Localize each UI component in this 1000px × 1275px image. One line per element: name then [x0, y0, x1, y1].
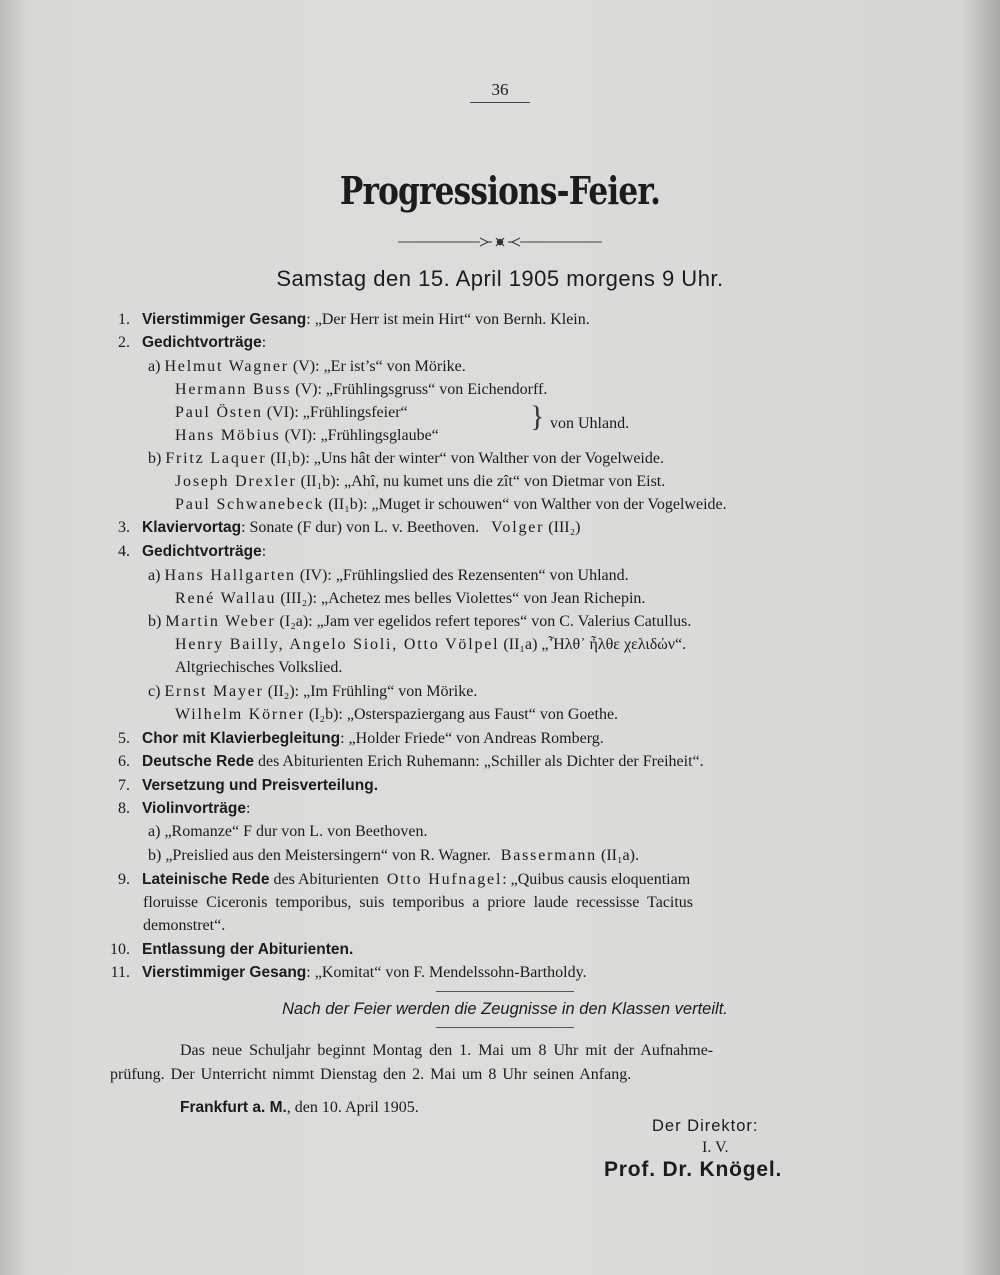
sub-label: a) [148, 567, 161, 584]
item-number: 9. [118, 871, 130, 888]
performer-name: Joseph Drexler [175, 473, 297, 490]
item-text: (I₂b): „Osterspaziergang aus Faust“ von Goethe. [304, 706, 619, 723]
sub-label: c) [148, 683, 161, 700]
item-heading: Entlassung der Abiturienten. [142, 941, 354, 958]
program-item-9-3: demonstret“. [143, 917, 226, 934]
item-number: 11. [110, 964, 130, 981]
performer-name: Hermann Buss [175, 381, 292, 398]
program-item-4b-2 [175, 635, 686, 655]
program-item-2a-2 [175, 380, 547, 400]
program-item-2b [148, 449, 664, 469]
item-text: „Romanze“ F dur von L. von Beethoven. [164, 823, 428, 840]
school-year-line-1: Das neue Schuljahr beginnt Montag den 1. Mai um 8 Uhr mit der Aufnahme- [180, 1042, 714, 1059]
program-item-2 [100, 333, 266, 353]
item-text: (II₂): „Im Frühling“ von Mörike. [263, 683, 478, 700]
item-text: (V): „Er ist’s“ von Mörike. [288, 358, 466, 375]
performer-name: Wilhelm Körner [175, 706, 305, 723]
item-text: (VI): „Frühlingsfeier“ [262, 404, 408, 421]
program-item-9-2: floruisse Ciceronis temporibus, suis temporibus a priore laude recessisse Tacitus [143, 894, 694, 911]
program-item-9 [100, 870, 690, 890]
performer-name: Martin Weber [165, 613, 276, 630]
performer-name: Henry Bailly, Angelo Sioli, Otto Völpel [175, 636, 500, 653]
item-heading: Gedichtvorträge [142, 334, 262, 351]
place-date [180, 1098, 419, 1118]
program-item-4a [148, 566, 629, 586]
item-text: des Abiturienten [269, 871, 379, 888]
item-number: 1. [118, 311, 130, 328]
program-item-4 [100, 542, 266, 562]
item-text: „Preislied aus den Meistersingern“ von R. Wagner. [165, 847, 491, 864]
item-number: 3. [118, 519, 130, 536]
item-heading: Lateinische Rede [142, 871, 270, 888]
school-year-line-2: prüfung. Der Unterricht nimmt Dienstag den 2. Mai um 8 Uhr seinen Anfang. [110, 1066, 632, 1083]
item-number: 8. [118, 800, 130, 817]
item-text: : „Quibus causis eloquentiam [502, 871, 691, 888]
item-text: (II₁b): „Muget ir schouwen“ von Walther von der Vogelweide. [324, 496, 727, 513]
program-item-4b [148, 612, 691, 632]
item-text: des Abiturienten Erich Ruhemann: „Schiller als Dichter der Freiheit“. [253, 753, 704, 770]
program-item-8 [100, 799, 250, 819]
performer-name: Paul Östen [175, 404, 263, 421]
performer-name: Hans Hallgarten [164, 567, 296, 584]
performer-name: Paul Schwanebeck [175, 496, 325, 513]
item-text: : „Der Herr ist mein Hirt“ von Bernh. Klein. [306, 311, 590, 328]
item-number: 7. [118, 777, 130, 794]
sub-label: b) [148, 847, 162, 864]
program-item-2b-3 [175, 495, 727, 515]
item-heading: Klaviervortag [142, 519, 242, 536]
performer-name: Otto Hufnagel [386, 871, 503, 888]
subtitle: Samstag den 15. April 1905 morgens 9 Uhr. [276, 266, 724, 291]
item-text: (IV): „Frühlingslied des Rezensenten“ von Uhland. [295, 567, 629, 584]
item-heading: Violinvorträge [142, 800, 246, 817]
item-number: 2. [118, 334, 130, 351]
performer-name: Bassermann [500, 847, 597, 864]
program-item-1 [100, 310, 590, 330]
item-heading: Vierstimmiger Gesang [142, 311, 307, 328]
program-item-2a [148, 357, 466, 377]
item-heading: Gedichtvorträge [142, 543, 262, 560]
brace-icon: } [530, 400, 545, 433]
program-item-4c-2 [175, 705, 618, 725]
item-text: (III₂): „Achetez mes belles Violettes“ von Jean Richepin. [276, 590, 646, 607]
performer-name: Helmut Wagner [164, 358, 289, 375]
director-label: Der Direktor: [652, 1117, 759, 1135]
item-number: 10. [110, 941, 130, 958]
ornament-divider-icon [398, 236, 602, 248]
item-text: : „Holder Friede“ von Andreas Romberg. [340, 730, 604, 747]
item-text: (II₁a) „Ἦλθ᾽ ἦλθε χελιδών“. [499, 636, 687, 653]
item-text: : [261, 334, 267, 351]
performer-name: Fritz Laquer [165, 450, 267, 467]
program-item-2b-2 [175, 472, 665, 492]
performer-name: René Wallau [175, 590, 277, 607]
item-text: (V): „Frühlingsgruss“ von Eichendorff. [291, 381, 548, 398]
date: , den 10. April 1905. [286, 1099, 419, 1116]
page-title: Progressions-Feier. [339, 168, 661, 213]
uhland-note: von Uhland. [550, 415, 630, 432]
item-text: (VI): „Frühlingsglaube“ [280, 427, 439, 444]
item-heading: Deutsche Rede [142, 753, 254, 770]
program-item-4c [148, 682, 477, 702]
item-text: (II₁b): „Uns hât der winter“ von Walther von der Vogelweide. [266, 450, 664, 467]
program-item-7 [100, 776, 378, 796]
item-text: (II₁a). [596, 847, 639, 864]
program-item-6 [100, 752, 704, 772]
sub-label: b) [148, 613, 162, 630]
closing-note: Nach der Feier werden die Zeugnisse in den Klassen verteilt. [282, 1000, 728, 1018]
item-number: 6. [118, 753, 130, 770]
sub-label: a) [148, 358, 161, 375]
item-text: : [245, 800, 251, 817]
divider [436, 1027, 574, 1028]
program-item-8a [148, 822, 427, 842]
director-signature: Prof. Dr. Knögel. [604, 1158, 783, 1181]
program-item-5 [100, 729, 604, 749]
item-text: : [261, 543, 267, 560]
program-item-8b [148, 846, 639, 866]
item-text: (II₁b): „Ahî, nu kumet uns die zît“ von Dietmar von Eist. [296, 473, 666, 490]
item-number: 5. [118, 730, 130, 747]
item-text: : Sonate (F dur) von L. v. Beethoven. [241, 519, 480, 536]
place: Frankfurt a. M. [180, 1099, 287, 1116]
program-item-4a-2 [175, 589, 645, 609]
program-item-3 [100, 518, 581, 538]
item-heading: Versetzung und Preisverteilung. [142, 777, 379, 794]
item-heading: Chor mit Klavierbegleitung [142, 730, 341, 747]
performer-name: Hans Möbius [175, 427, 281, 444]
sub-label: b) [148, 450, 162, 467]
divider [436, 991, 574, 992]
item-heading: Vierstimmiger Gesang [142, 964, 307, 981]
iv-label: I. V. [702, 1139, 729, 1156]
program-item-10 [100, 940, 353, 960]
program-item-2a-4 [175, 426, 439, 446]
performer-name: Ernst Mayer [164, 683, 264, 700]
performer-name: Volger [491, 519, 545, 536]
item-text: (I₂a): „Jam ver egelidos refert tepores“ von C. Valerius Catullus. [275, 613, 692, 630]
program-item-4b-3: Altgriechisches Volkslied. [175, 659, 343, 676]
item-text: : „Komitat“ von F. Mendelssohn-Bartholdy. [306, 964, 587, 981]
program-item-11 [100, 963, 587, 983]
item-number: 4. [118, 543, 130, 560]
program-item-2a-3 [175, 403, 408, 423]
sub-label: a) [148, 823, 161, 840]
page-number: 36 [470, 80, 530, 103]
item-text: (III₂) [544, 519, 581, 536]
